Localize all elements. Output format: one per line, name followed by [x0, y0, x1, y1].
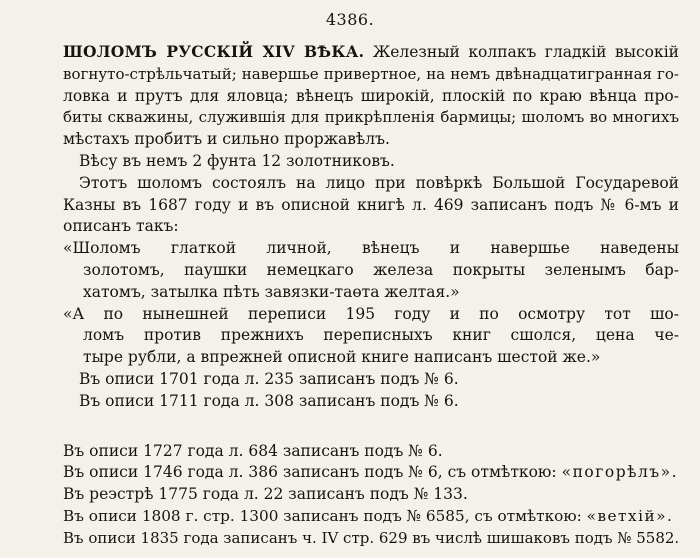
- inventory-record-mark: «погорѣлъ».: [561, 463, 679, 482]
- history-line-1: Этотъ шоломъ состоялъ на лицо при повѣркѣ Большой Государевой: [79, 173, 679, 192]
- history-line-3: описанъ такъ:: [63, 217, 179, 236]
- inventory-record: Въ описи 1835 года записанъ ч. IV стр. 629 въ числѣ шишаковъ подъ № 5582.: [63, 528, 679, 547]
- section-gap: [63, 413, 679, 441]
- page-number: 4386.: [325, 10, 375, 29]
- inventory-record: Въ описи 1727 года л. 684 записанъ подъ № 6.: [63, 441, 443, 460]
- entry-line-2: вогнуто-стрѣльчатый; навершье привертное, на немъ двѣнадцатигранная го-: [63, 64, 679, 83]
- entry-line-3: ловка и прутъ для яловца; вѣнецъ широкій, плоскій по краю вѣнца про-: [63, 86, 679, 105]
- old-description-line-2: золотомъ, паушки немецкаго железа покрыты зеленымъ бар-: [83, 260, 679, 279]
- recount-line-1: «А по нынешней переписи 195 году и по осмотру тот шо-: [63, 304, 679, 323]
- recount-line-2: ломъ против прежнихъ переписныхъ книг сшолся, цена че-: [83, 326, 679, 345]
- old-description-line-1: «Шоломъ глаткой личной, вѣнецъ и навершье наведены: [63, 239, 679, 258]
- old-description-line-3: хатомъ, затылка пѣть завязки-таөта желтая.»: [83, 282, 460, 301]
- entry-line-5: мѣстахъ пробитъ и сильно проржавѣлъ.: [63, 130, 390, 149]
- inventory-record: Въ реэстрѣ 1775 года л. 22 записанъ подъ № 133.: [63, 485, 468, 504]
- inventory-record-text: Въ описи 1746 года л. 386 записанъ подъ № 6, съ отмѣткою:: [63, 463, 557, 482]
- entry-title: ШОЛОМЪ РУССКІЙ XIV ВѢКА.: [63, 42, 365, 61]
- entry-line-1: Железный колпакъ гладкій высокій: [372, 43, 679, 61]
- history-line-2: Казны въ 1687 году и въ описной книгѣ л. 469 записанъ подъ № 6-мъ и: [63, 195, 679, 214]
- inventory-record: [63, 462, 679, 484]
- old-description: [63, 238, 679, 303]
- entry-text: [63, 41, 679, 550]
- inventory-record: [63, 506, 679, 528]
- weight-line: Вѣсу въ немъ 2 фунта 12 золотниковъ.: [79, 151, 395, 170]
- recount-quote: [63, 304, 679, 369]
- recount-line-3: тыре рубли, а впрежней описной книге написанъ шестой же.»: [83, 348, 601, 367]
- entry-title-line: [63, 41, 679, 64]
- inventory-record: Въ описи 1711 года л. 308 записанъ подъ № 6.: [79, 391, 459, 410]
- inventory-record-text: Въ описи 1808 г. стр. 1300 записанъ подъ № 6585, съ отмѣткою:: [63, 506, 582, 525]
- inventory-record: Въ описи 1701 года л. 235 записанъ подъ № 6.: [79, 369, 459, 388]
- entry-line-4: биты скважины, служившія для прикрѣпленія бармицы; шоломъ во многихъ: [63, 108, 679, 127]
- inventory-record-mark: «ветхій».: [586, 506, 674, 525]
